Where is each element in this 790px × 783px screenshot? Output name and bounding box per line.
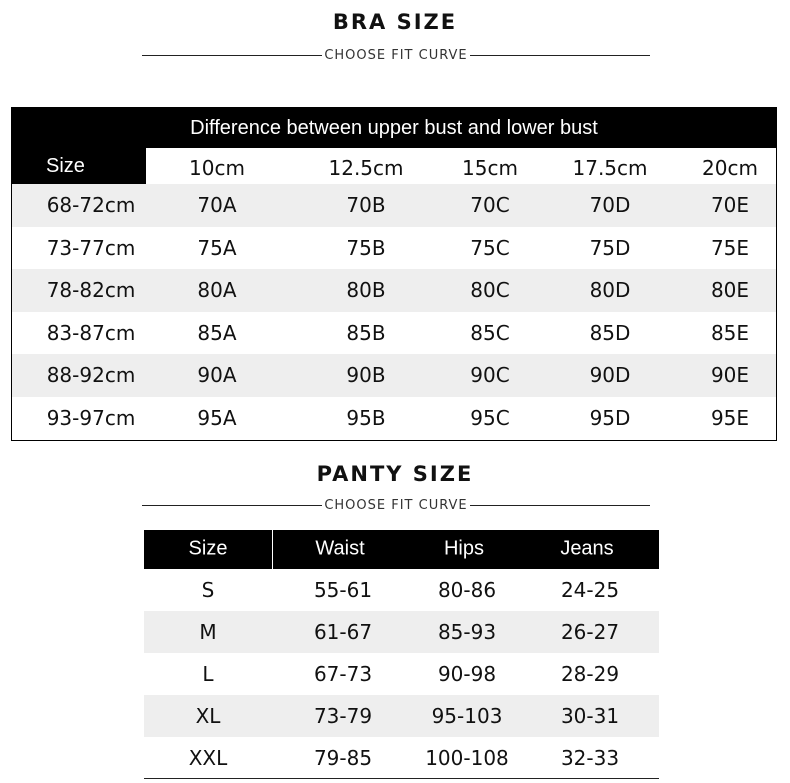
bra-size-value: 90B — [346, 363, 386, 388]
bra-size-value: 70B — [346, 193, 386, 218]
bra-column-header: 10cm — [189, 156, 245, 180]
bra-size-value: 80D — [589, 278, 631, 303]
bra-column-header: 15cm — [462, 156, 518, 180]
bra-size-value: 85B — [346, 320, 386, 345]
divider — [142, 55, 322, 56]
panty-header-size: Size — [188, 537, 228, 560]
bra-subtitle-line — [136, 46, 656, 64]
bra-size-value: 80C — [470, 278, 510, 303]
panty-size-table — [144, 530, 659, 783]
panty-measure-value: 80-86 — [437, 578, 497, 602]
bra-size-value: 90C — [470, 363, 510, 388]
bra-size-value: 80B — [346, 278, 386, 303]
panty-measure-value: 61-67 — [313, 620, 373, 644]
bra-row-size: 88-92cm — [46, 363, 136, 388]
bra-size-value: 75B — [346, 235, 386, 260]
bra-size-value: 90E — [710, 363, 750, 388]
panty-measure-value: 67-73 — [313, 662, 373, 686]
bra-row-size: 83-87cm — [46, 320, 136, 345]
bra-size-value: 80E — [710, 278, 750, 303]
panty-measure-value: 30-31 — [560, 704, 620, 728]
bra-size-value: 80A — [197, 278, 237, 303]
bra-header-caption: Difference between upper bust and lower bust — [12, 108, 776, 148]
divider — [142, 505, 322, 506]
panty-subtitle-line — [136, 496, 656, 514]
divider — [470, 505, 650, 506]
panty-measure-value: 100-108 — [425, 746, 509, 770]
header-divider — [272, 530, 273, 569]
bra-size-value: 75C — [470, 235, 510, 260]
panty-header-jeans: Jeans — [560, 537, 614, 560]
panty-measure-value: 55-61 — [313, 578, 373, 602]
divider — [470, 55, 650, 56]
panty-header-hips: Hips — [443, 537, 485, 560]
bra-size-value: 85C — [470, 320, 510, 345]
panty-measure-value: 95-103 — [431, 704, 503, 728]
panty-size-title: PANTY SIZE — [316, 462, 474, 486]
bra-size-value: 95D — [589, 405, 631, 430]
panty-measure-value: 90-98 — [437, 662, 497, 686]
panty-row-size: XL — [195, 704, 221, 728]
panty-row-size: XXL — [188, 746, 228, 770]
bra-size-value: 95E — [710, 405, 750, 430]
bra-size-table — [11, 107, 777, 441]
bra-size-value: 95A — [197, 405, 237, 430]
panty-measure-value: 85-93 — [437, 620, 497, 644]
bra-size-value: 85E — [710, 320, 750, 345]
bra-subtitle: CHOOSE FIT CURVE — [324, 47, 468, 63]
panty-measure-value: 73-79 — [313, 704, 373, 728]
bra-column-header: 17.5cm — [572, 156, 648, 180]
bra-size-value: 95B — [346, 405, 386, 430]
bra-size-value: 85A — [197, 320, 237, 345]
bra-size-value: 75D — [589, 235, 631, 260]
panty-measure-value: 32-33 — [560, 746, 620, 770]
bra-size-value: 70D — [589, 193, 631, 218]
panty-measure-value: 79-85 — [313, 746, 373, 770]
panty-row-size: M — [199, 620, 217, 644]
panty-subtitle: CHOOSE FIT CURVE — [324, 497, 468, 513]
panty-measure-value: 24-25 — [560, 578, 620, 602]
panty-header-row — [144, 530, 659, 569]
bra-size-value: 70E — [710, 193, 750, 218]
panty-row-size: L — [202, 662, 214, 686]
bra-size-value: 75A — [197, 235, 237, 260]
bra-size-header: Size — [12, 148, 146, 184]
panty-row-size: S — [201, 578, 215, 602]
bra-row-size: 68-72cm — [46, 193, 136, 218]
bra-column-header: 20cm — [702, 156, 758, 180]
bra-row-size: 78-82cm — [46, 278, 136, 303]
bra-size-title: BRA SIZE — [332, 10, 458, 34]
bra-row-size: 93-97cm — [46, 405, 136, 430]
bra-size-value: 70A — [197, 193, 237, 218]
bra-size-value: 90A — [197, 363, 237, 388]
bra-size-value: 70C — [470, 193, 510, 218]
panty-measure-value: 26-27 — [560, 620, 620, 644]
bra-size-value: 75E — [710, 235, 750, 260]
panty-measure-value: 28-29 — [560, 662, 620, 686]
bra-size-value: 95C — [470, 405, 510, 430]
panty-bottom-rule — [144, 778, 659, 779]
bra-size-value: 85D — [589, 320, 631, 345]
bra-column-header: 12.5cm — [328, 156, 404, 180]
bra-size-value: 90D — [589, 363, 631, 388]
panty-header-waist: Waist — [315, 537, 365, 560]
bra-row-size: 73-77cm — [46, 235, 136, 260]
